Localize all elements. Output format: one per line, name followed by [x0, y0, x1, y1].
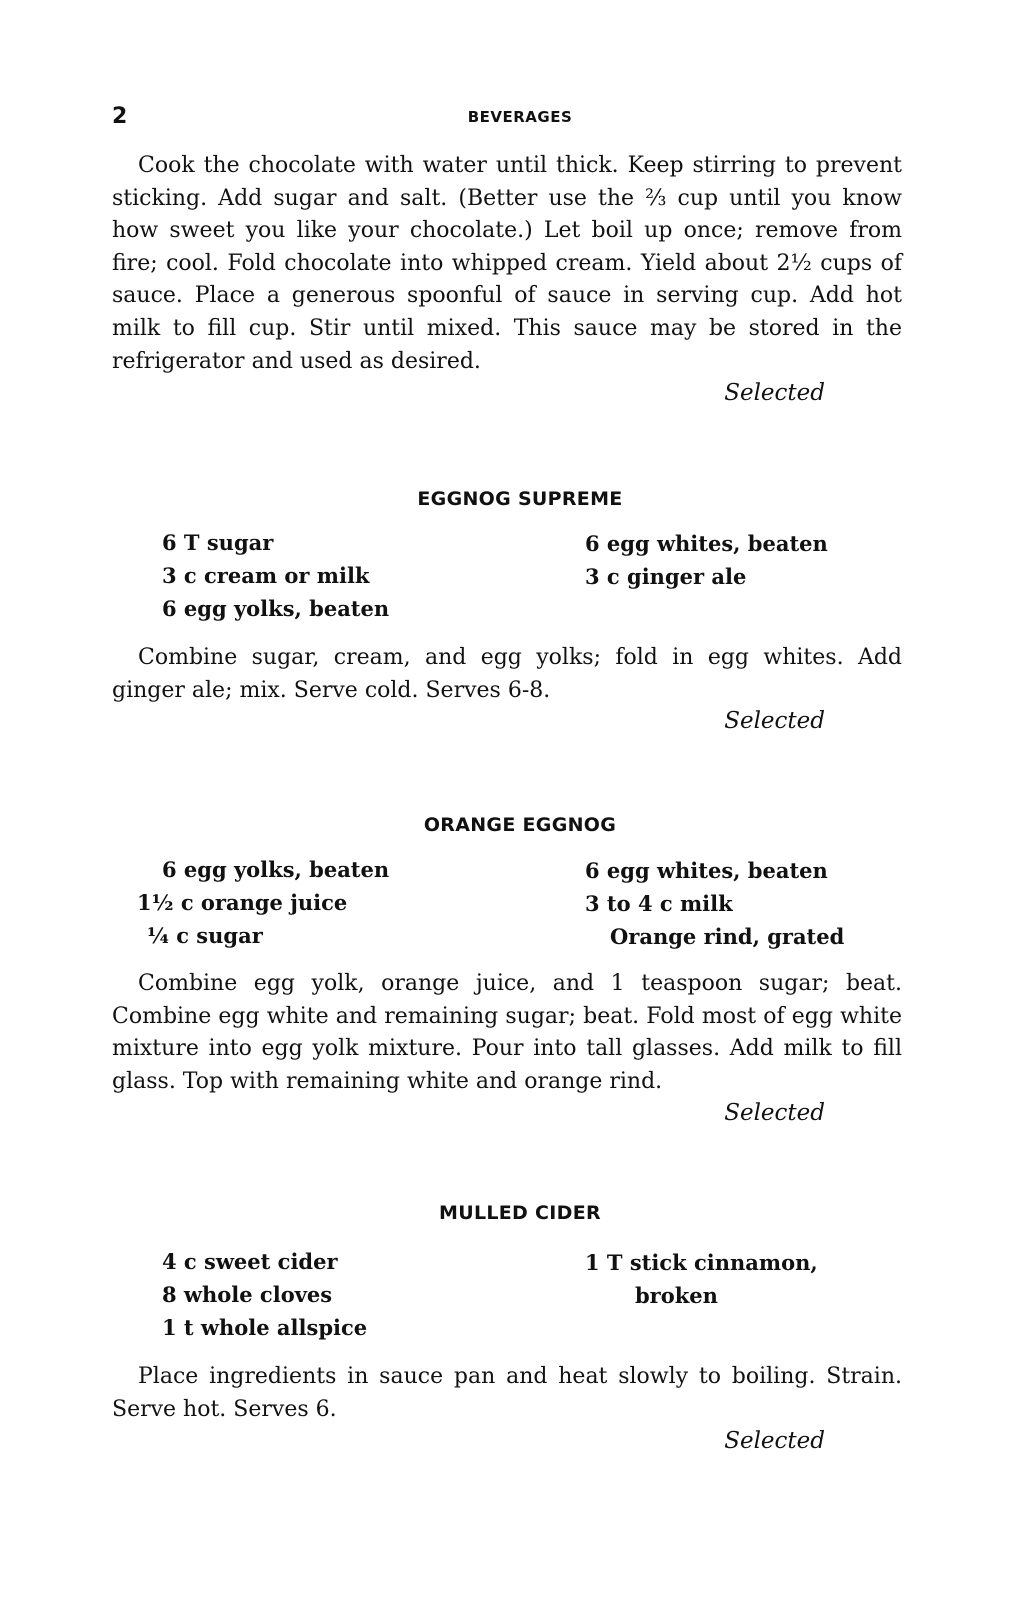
- page-number: 2: [112, 104, 128, 129]
- ingredient: 6 egg whites, beaten: [585, 531, 828, 556]
- recipe-title-eggnog-supreme: EGGNOG SUPREME: [417, 488, 623, 510]
- ingredient: ¼ c sugar: [147, 923, 263, 948]
- intro-credit: Selected: [724, 380, 825, 406]
- ingredient: 1 T stick cinnamon,: [585, 1250, 818, 1275]
- ingredient: 1 t whole allspice: [162, 1315, 368, 1340]
- ingredient: 1½ c orange juice: [137, 890, 348, 915]
- running-head: BEVERAGES: [467, 108, 573, 126]
- ingredient: 6 egg yolks, beaten: [162, 596, 390, 621]
- credit-eggnog-supreme: Selected: [724, 708, 825, 734]
- directions-mulled-cider: Place ingredients in sauce pan and heat slowly to boiling. Strain. Serve hot. Serves 6.: [112, 1364, 902, 1422]
- ingredient: 3 c cream or milk: [162, 563, 370, 588]
- ingredient: Orange rind, grated: [610, 924, 845, 949]
- ingredient: 3 c ginger ale: [585, 564, 747, 589]
- ingredient: 6 egg whites, beaten: [585, 858, 828, 883]
- credit-mulled-cider: Selected: [724, 1428, 825, 1454]
- ingredients-right-mulled-cider: [585, 1246, 818, 1312]
- ingredients-left-mulled-cider: [162, 1245, 367, 1344]
- ingredients-right-orange-eggnog: [585, 854, 844, 953]
- ingredients-left-orange-eggnog: [137, 853, 389, 952]
- ingredient: broken: [635, 1283, 718, 1308]
- credit-orange-eggnog: Selected: [724, 1100, 825, 1126]
- directions-eggnog-supreme: Combine sugar, cream, and egg yolks; fold in egg whites. Add ginger ale; mix. Serve cold. Serves 6-8.: [112, 645, 902, 703]
- ingredient: 6 egg yolks, beaten: [162, 857, 390, 882]
- recipe-title-mulled-cider: MULLED CIDER: [439, 1202, 601, 1224]
- ingredient: 3 to 4 c milk: [585, 891, 733, 916]
- ingredients-right-eggnog-supreme: [585, 527, 828, 593]
- directions-orange-eggnog: Combine egg yolk, orange juice, and 1 teaspoon sugar; beat. Combine egg white and remaining sugar; beat. Fold most of egg white mixture into egg yolk mixture. Pour into tall glasses. Add milk to fill glass. Top with remaining white and orange rind.: [112, 971, 902, 1094]
- ingredient: 6 T sugar: [162, 530, 274, 555]
- intro-paragraph: Cook the chocolate with water until thick. Keep stirring to prevent sticking. Add sugar and salt. (Better use the ⅔ cup until you know how sweet you like your chocolate.) Let boil up once; remove from fire; cool. Fold chocolate into whipped cream. Yield about 2½ cups of sauce. Place a generous spoonful of sauce in serving cup. Add hot milk to fill cup. Stir until mixed. This sauce may be stored in the refrigerator and used as desired.: [112, 153, 902, 374]
- recipe-title-orange-eggnog: ORANGE EGGNOG: [423, 814, 617, 836]
- ingredient: 8 whole cloves: [162, 1282, 333, 1307]
- ingredients-left-eggnog-supreme: [162, 526, 389, 625]
- ingredient: 4 c sweet cider: [162, 1249, 338, 1274]
